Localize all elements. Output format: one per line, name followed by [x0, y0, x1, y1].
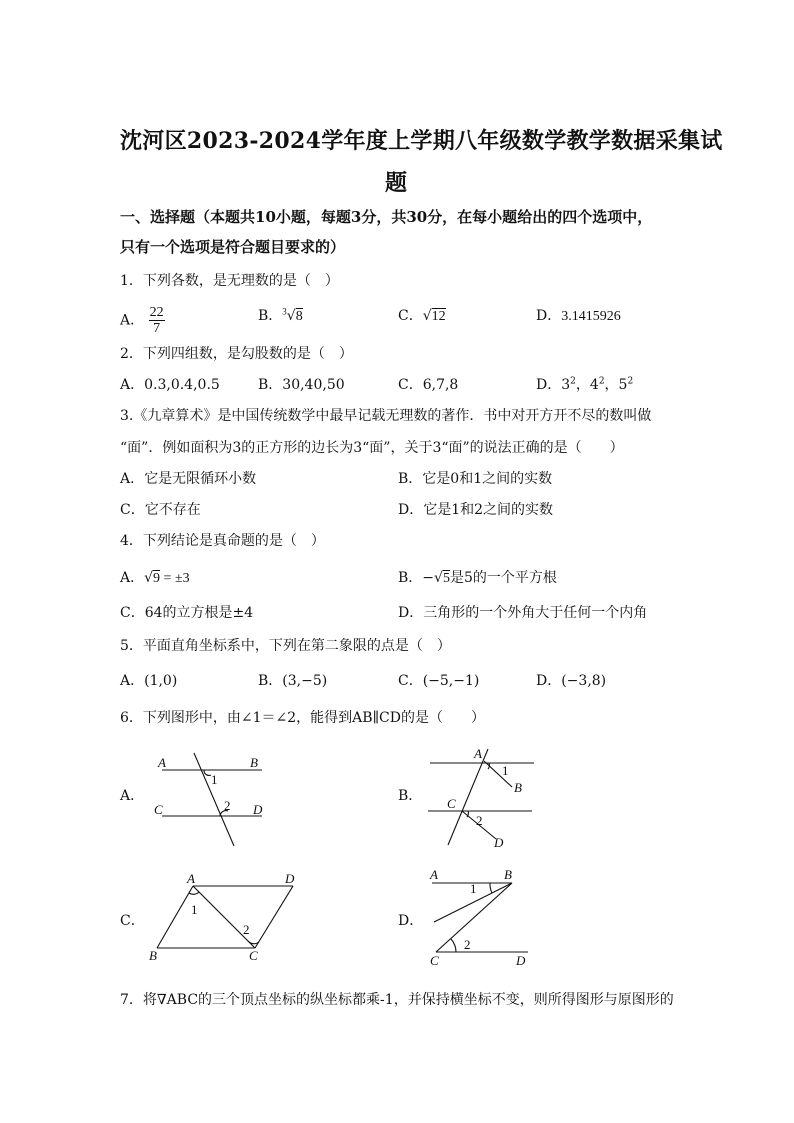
q4-b-radicand: 5: [442, 571, 450, 586]
q1-d-value: 3.1415926: [561, 309, 621, 324]
fig-b-angle-1: 1: [502, 763, 509, 778]
q4-b-label: B．: [398, 570, 423, 586]
q2-option-b: B．30,40,50: [258, 377, 345, 393]
q1-d-label: D．: [536, 308, 562, 324]
q3-stem-line1: 3.《九章算术》是中国传统数学中最早记载无理数的著作．书中对开方开不尽的数叫做: [120, 408, 652, 424]
fig-a-angle-2: 2: [224, 798, 231, 813]
q2-d-sep2: ，: [604, 377, 619, 393]
fig-d-angle-1: 1: [470, 881, 477, 896]
fig-d-point-a: A: [430, 867, 438, 882]
q4-stem: 4．下列结论是真命题的是（ ）: [120, 533, 325, 549]
fig-a-point-b: B: [250, 755, 258, 770]
radical-sign: √: [434, 570, 443, 586]
q2-d-exp3: 2: [627, 376, 634, 387]
q6-stem: 6．下列图形中，由∠1＝∠2，能得到AB∥CD的是（ ）: [120, 710, 485, 726]
q1-a-fraction: [149, 305, 165, 336]
q5-stem: 5．平面直角坐标系中，下列在第二象限的点是（ ）: [120, 638, 451, 654]
q1-c-label: C．: [398, 308, 423, 324]
q2-option-d: [536, 374, 633, 394]
fig-c-point-c: C: [249, 948, 258, 962]
q3-stem-line2: “面”．例如面积为3的正方形的边长为3“面”，关于3“面”的说法正确的是（ ）: [120, 440, 624, 456]
q1-a-denominator: 7: [153, 321, 161, 336]
fig-a-point-c: C: [154, 802, 163, 817]
q2-d-base1: 3: [561, 377, 571, 393]
q2-option-a: A．0.3,0.4,0.5: [120, 377, 220, 393]
fig-a-point-a: A: [158, 755, 166, 770]
fig-d-point-d: D: [516, 953, 526, 968]
fig-c-angle-2: 2: [243, 922, 250, 937]
q3-option-a: A．它是无限循环小数: [120, 471, 257, 487]
fig-b-point-c: C: [447, 796, 456, 811]
q4-b-minus: −: [422, 570, 435, 586]
q6-option-d-label: D．: [398, 913, 424, 929]
radical-sign: √: [286, 308, 296, 324]
q2-d-base2: 4: [589, 377, 599, 393]
q1-option-c: [398, 305, 446, 325]
fig-c-point-a: A: [187, 872, 195, 886]
q2-d-sep1: ，: [575, 377, 590, 393]
q4-option-b: [398, 567, 557, 587]
page-title-line1: 沈河区2023-2024学年度上学期八年级数学教学数据采集试: [120, 128, 723, 154]
q2-d-base3: 5: [618, 377, 628, 393]
fig-d-point-c: C: [430, 953, 439, 968]
fig-b-point-d: D: [494, 835, 504, 850]
q6-option-a-label: A．: [120, 788, 145, 804]
fig-c-angle-1: 1: [191, 902, 198, 917]
q6-figure-d: [424, 866, 544, 970]
fig-d-angle-2: 2: [464, 937, 471, 952]
q6-option-b-label: B．: [398, 788, 423, 804]
q2-d-exp2: 2: [598, 376, 605, 387]
q4-a-rest: = ±3: [160, 571, 190, 586]
q5-option-d: D．(−3,8): [536, 673, 607, 689]
q1-c-radicand: 12: [431, 309, 446, 324]
q2-option-c: C．6,7,8: [398, 377, 459, 393]
fig-c-point-d: D: [285, 872, 295, 886]
q1-stem: 1．下列各数，是无理数的是（ ）: [120, 273, 339, 289]
q1-option-d: [536, 305, 621, 325]
q2-d-exp1: 2: [570, 376, 576, 387]
q1-b-index: 3: [282, 306, 287, 317]
q4-option-c: C．64的立方根是±4: [120, 605, 254, 621]
radical-sign: √: [422, 308, 432, 324]
q2-d-label: D．: [536, 377, 562, 393]
fig-b-angle-2: 2: [476, 813, 483, 828]
fig-c-point-b: B: [149, 948, 157, 962]
q6-option-c-label: C．: [120, 913, 145, 929]
q5-option-a: A．(1,0): [120, 673, 178, 689]
q7-stem-line1: 7．将∇ABC的三个顶点坐标的纵坐标都乘-1，并保持横坐标不变，则所得图形与原图形的: [120, 992, 674, 1008]
q2-stem: 2．下列四组数，是勾股数的是（ ）: [120, 346, 353, 362]
q3-option-c: C．它不存在: [120, 502, 201, 518]
q1-b-radicand: 8: [295, 309, 303, 324]
radical-sign: √: [144, 570, 154, 586]
q1-a-label: A．: [120, 312, 145, 329]
page-title-line2: 题: [385, 170, 408, 196]
fig-b-point-a: A: [474, 746, 482, 761]
q3-option-b: B．它是0和1之间的实数: [398, 471, 553, 487]
q1-a-numerator: 22: [149, 305, 164, 320]
q5-option-c: C．(−5,−1): [398, 673, 480, 689]
q4-option-d: D．三角形的一个外角大于任何一个内角: [398, 605, 648, 621]
q1-option-a: [120, 305, 165, 336]
q6-figure-b: [424, 745, 540, 853]
q4-a-radicand: 9: [153, 571, 161, 586]
fig-a-angle-1: 1: [211, 772, 218, 787]
q1-b-label: B．: [258, 308, 283, 324]
fig-a-point-d: D: [253, 802, 263, 817]
q4-option-a: [120, 567, 190, 587]
section-header-line1: 一、选择题（本题共10小题，每题3分，共30分，在每小题给出的四个选项中，: [120, 208, 653, 226]
q3-option-d: D．它是1和2之间的实数: [398, 502, 554, 518]
q1-option-b: [258, 305, 303, 325]
q4-b-rest: 是5的一个平方根: [449, 570, 557, 586]
fig-d-point-b: B: [504, 867, 512, 882]
q5-option-b: B．(3,−5): [258, 673, 328, 689]
q4-a-label: A．: [120, 570, 145, 586]
section-header-line2: 只有一个选项是符合题目要求的）: [120, 238, 346, 256]
q6-figure-c: [145, 872, 305, 962]
fig-b-point-b: B: [514, 780, 522, 795]
q6-figure-a: [150, 748, 280, 850]
